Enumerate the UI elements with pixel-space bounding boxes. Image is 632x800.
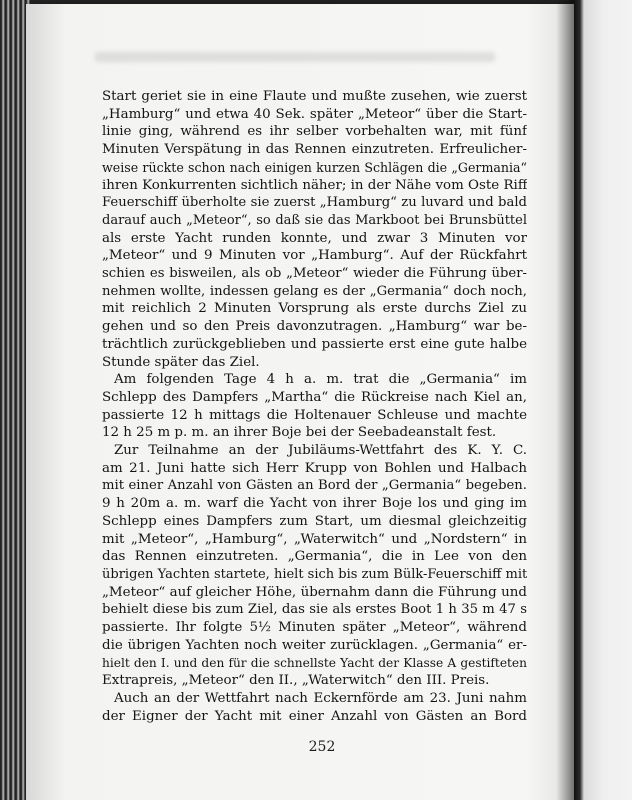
text-line: nehmen wollte, indessen gelang es der „Germania“ doch noch, (102, 283, 527, 299)
text-line: am 21. Juni hatte sich Herr Krupp von Bohlen und Halbach (102, 460, 527, 476)
text-line: schien es bisweilen, als ob „Meteor“ wieder die Führung über- (102, 266, 527, 282)
text-line: mit reichlich 2 Minuten Vorsprung als erste durchs Ziel zu (102, 301, 527, 317)
text-line: Start geriet sie in eine Flaute und mußte zusehen, wie zuerst (102, 89, 527, 104)
text-line: „Meteor“ und 9 Minuten vor „Hamburg“. Auf der Rückfahrt (102, 248, 527, 264)
text-line: „Hamburg“ und etwa 40 Sek. später „Meteor“ über die Start- (102, 106, 527, 122)
text-line: hielt den I. und den für die schnellste Yacht der Klasse A gestifteten (102, 655, 527, 670)
text-line: darauf auch „Meteor“, so daß sie das Markboot bei Brunsbüttel (102, 212, 527, 228)
text-line: ihren Konkurrenten sichtlich näher; in der Nähe vom Oste Riff (102, 177, 527, 193)
body-text (102, 88, 527, 725)
text-line: weise rückte schon nach einigen kurzen Schlägen die „Germania“ (102, 159, 527, 175)
text-line: trächtlich zurückgeblieben und passierte erst eine gute halbe (102, 336, 527, 352)
text-line: passierte 12 h mittags die Holtenauer Schleuse und machte (102, 407, 527, 423)
bleed-through-shadow (95, 52, 495, 62)
text-line: das Rennen einzutreten. „Germania“, die in Lee von den (102, 549, 527, 565)
facing-page-edge (574, 0, 632, 800)
text-line: Schlepp eines Dampfers zum Start, um diesmal gleichzeitig (102, 513, 527, 529)
text-line: der Eigner der Yacht mit einer Anzahl von Gästen an Bord (102, 708, 527, 724)
text-line: Am folgenden Tage 4 h a. m. trat die „Germania“ im (114, 372, 527, 388)
text-line: passierte. Ihr folgte 5½ Minuten später „Meteor“, während (102, 620, 527, 636)
text-line: Stunde später das Ziel. (102, 354, 260, 370)
text-line: Minuten Verspätung in das Rennen einzutreten. Erfreulicher- (102, 142, 527, 158)
text-line: Extrapreis, „Meteor“ den II., „Waterwitch“ den III. Preis. (102, 673, 490, 689)
text-line: linie ging, während es ihr selber vorbehalten war, mit fünf (102, 124, 527, 140)
text-line: „Meteor“ auf gleicher Höhe, übernahm dann die Führung und (102, 584, 527, 600)
page-number: 252 (308, 739, 336, 755)
text-line: 9 h 20m a. m. warf die Yacht von ihrer Boje los und ging im (102, 496, 527, 512)
text-line: die übrigen Yachten noch weiter zurücklagen. „Germania“ er- (102, 637, 527, 653)
text-line: 12 h 25 m p. m. an ihrer Boje bei der Seebadeanstalt fest. (102, 425, 497, 441)
text-line: Schlepp des Dampfers „Martha“ die Rückreise nach Kiel an, (102, 389, 527, 405)
text-line: behielt diese bis zum Ziel, das sie als erstes Boot 1 h 35 m 47 s (102, 602, 527, 618)
spine-shadow (556, 0, 576, 800)
text-line: mit „Meteor“, „Hamburg“, „Waterwitch“ und „Nordstern“ in (102, 531, 527, 547)
text-line: Auch an der Wettfahrt nach Eckernförde am 23. Juni nahm (114, 690, 527, 706)
text-line: mit einer Anzahl von Gästen an Bord der „Germania“ begeben. (102, 478, 527, 494)
text-line: Feuerschiff überholte sie zuerst „Hamburg“ zu luvard und bald (102, 195, 527, 211)
text-line: gehen und so den Preis davonzutragen. „Hamburg“ war be- (102, 319, 527, 335)
text-line: als erste Yacht runden konnte, und zwar 3 Minuten vor (102, 230, 527, 246)
text-line: übrigen Yachten startete, hielt sich bis zum Bülk-Feuerschiff mit (102, 566, 527, 582)
text-line: Zur Teilnahme an der Jubiläums-Wettfahrt des K. Y. C. (114, 443, 527, 459)
